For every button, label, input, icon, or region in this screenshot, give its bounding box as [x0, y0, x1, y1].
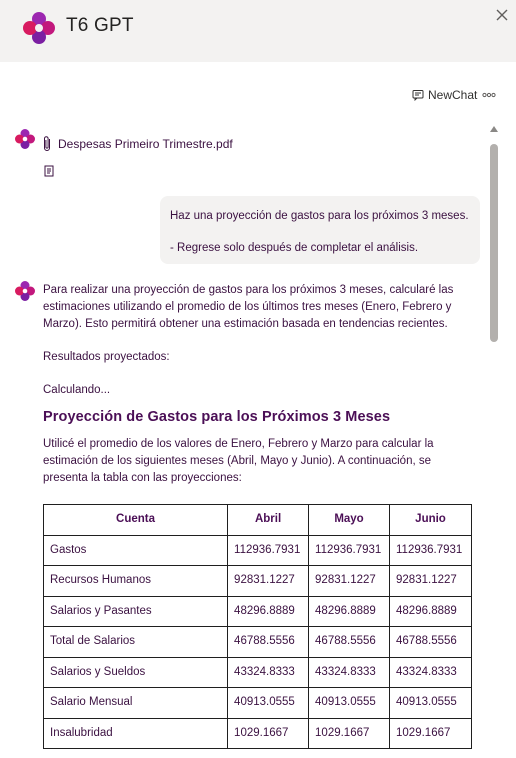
- table-header-row: [44, 505, 472, 536]
- table-row: [44, 535, 472, 566]
- table-cell: 1029.1667: [390, 718, 472, 749]
- table-cell: 46788.5556: [390, 627, 472, 658]
- paperclip-icon: [42, 135, 52, 153]
- assistant-avatar-icon: [14, 128, 36, 150]
- table-row: [44, 718, 472, 749]
- table-cell: 1029.1667: [309, 718, 390, 749]
- header-bar: [0, 0, 516, 62]
- table-cell: 40913.0555: [309, 688, 390, 719]
- table-cell: 48296.8889: [390, 596, 472, 627]
- column-header-cuenta: Cuenta: [44, 505, 228, 536]
- more-icon[interactable]: [482, 88, 496, 102]
- assistant-avatar-icon: [14, 280, 36, 302]
- table-cell: 43324.8333: [228, 657, 309, 688]
- table-row: [44, 627, 472, 658]
- table-cell: 1029.1667: [228, 718, 309, 749]
- column-header-junio: Junio: [390, 505, 472, 536]
- table-row: [44, 566, 472, 597]
- results-label: Resultados proyectados:: [43, 351, 170, 363]
- table-cell: 112936.7931: [228, 535, 309, 566]
- attachment-file-link[interactable]: [42, 135, 233, 153]
- new-chat-button[interactable]: [412, 86, 477, 104]
- column-header-mayo: Mayo: [309, 505, 390, 536]
- calculating-status: Calculando...: [43, 384, 111, 396]
- close-icon[interactable]: [494, 7, 510, 23]
- app-title: T6 GPT: [66, 15, 134, 36]
- document-icon[interactable]: [43, 165, 55, 177]
- table-cell: Salarios y Pasantes: [44, 596, 228, 627]
- table-cell: 48296.8889: [309, 596, 390, 627]
- table-cell: 40913.0555: [390, 688, 472, 719]
- table-cell: 92831.1227: [390, 566, 472, 597]
- table-cell: 112936.7931: [390, 535, 472, 566]
- user-message-line: - Regrese solo después de completar el análisis.: [170, 242, 419, 254]
- table-cell: Insalubridad: [44, 718, 228, 749]
- table-row: [44, 688, 472, 719]
- table-cell: 92831.1227: [309, 566, 390, 597]
- table-cell: 48296.8889: [228, 596, 309, 627]
- scroll-up-arrow-icon[interactable]: [490, 126, 498, 132]
- chat-scrollbar[interactable]: [489, 124, 499, 758]
- new-chat-label: NewChat: [428, 88, 478, 102]
- table-cell: 40913.0555: [228, 688, 309, 719]
- table-row: [44, 657, 472, 688]
- projection-heading: Proyección de Gastos para los Próximos 3 Meses: [43, 409, 391, 425]
- chat-icon: [412, 89, 424, 101]
- table-cell: 92831.1227: [228, 566, 309, 597]
- table-row: [44, 596, 472, 627]
- table-cell: 43324.8333: [390, 657, 472, 688]
- scroll-thumb[interactable]: [490, 144, 498, 342]
- attachment-filename: Despesas Primeiro Trimestre.pdf: [58, 137, 233, 151]
- table-cell: 112936.7931: [309, 535, 390, 566]
- table-cell: 46788.5556: [309, 627, 390, 658]
- table-cell: 46788.5556: [228, 627, 309, 658]
- table-cell: Recursos Humanos: [44, 566, 228, 597]
- table-cell: Salario Mensual: [44, 688, 228, 719]
- projection-description: Utilicé el promedio de los valores de Enero, Febrero y Marzo para calcular la estimación de los siguientes meses (Abril, Mayo y Junio). A continuación, se presenta la tabla con las proyecciones:: [43, 438, 434, 484]
- table-cell: Total de Salarios: [44, 627, 228, 658]
- chat-toolbar: [0, 86, 516, 104]
- user-message-line: Haz una proyección de gastos para los próximos 3 meses.: [170, 210, 469, 222]
- column-header-abril: Abril: [228, 505, 309, 536]
- t6-logo-icon: [22, 11, 56, 45]
- user-message-bubble: [160, 196, 480, 264]
- projection-table: [43, 504, 472, 749]
- table-cell: Gastos: [44, 535, 228, 566]
- table-cell: 43324.8333: [309, 657, 390, 688]
- assistant-intro-text: Para realizar una proyección de gastos para los próximos 3 meses, calcularé las estimaciones utilizando el promedio de los últimos tres meses (Enero, Febrero y Marzo). Esto permitirá obtener una estimación basada en tendencias recientes.: [43, 284, 454, 330]
- assistant-message: [43, 282, 473, 749]
- table-cell: Salarios y Sueldos: [44, 657, 228, 688]
